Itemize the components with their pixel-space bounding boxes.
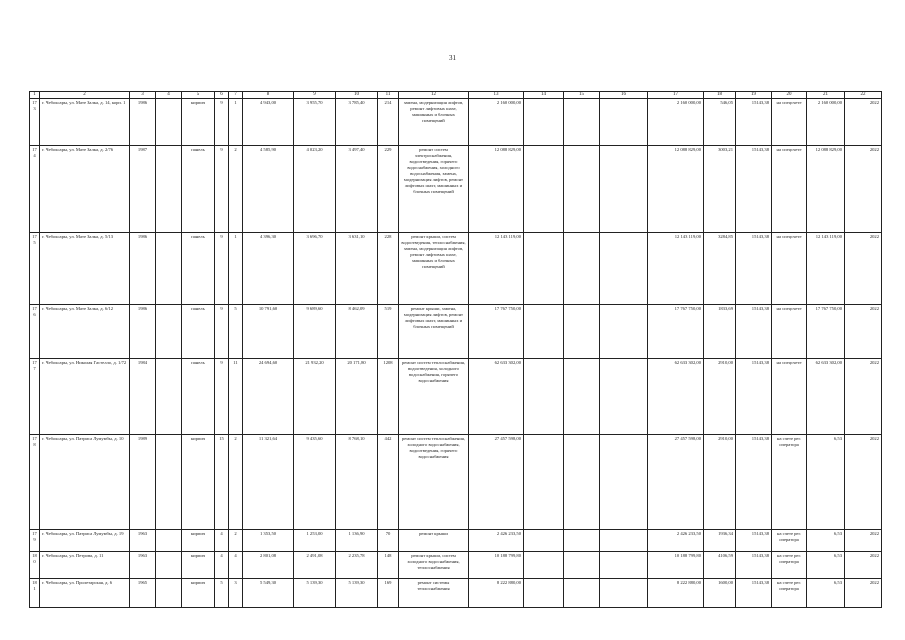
completion-year-cell: 2022 [845,359,882,435]
empty-cell [156,146,182,233]
row-number: 173 [30,99,40,146]
works-cell: ремонт крыши [399,530,469,552]
residents-cell: 442 [378,435,399,530]
wall-material-cell: кирпич [182,435,215,530]
entrances-cell: 4 [229,552,243,579]
empty-cell [156,99,182,146]
limit-cost-cell: 15143,38 [736,99,772,146]
total-area-cell: 4 585,90 [243,146,294,233]
floors-cell: 9 [215,99,229,146]
column-number-2: 2 [40,92,130,99]
row-number: 174 [30,146,40,233]
empty-cell [524,305,564,359]
owners-cost-cell: 12 088 829,00 [648,146,704,233]
empty-cell [600,530,648,552]
total-area-cell: 4 396,30 [243,233,294,305]
total-cost-cell: 2 160 000,00 [469,99,524,146]
year-built-cell: 1963 [130,552,156,579]
empty-cell [600,359,648,435]
empty-cell [600,552,648,579]
floors-cell: 15 [215,435,229,530]
residential-area-cell: 3 785,40 [336,99,378,146]
table-row [30,233,882,305]
year-built-cell: 1984 [130,359,156,435]
wall-material-cell: кирпич [182,579,215,608]
wall-material-cell: кирпич [182,552,215,579]
limit-cost-cell: 15143,38 [736,146,772,233]
entrances-cell: 11 [229,359,243,435]
residents-cell: 214 [378,99,399,146]
column-number-13: 13 [469,92,524,99]
owners-cost-cell: 17 767 750,00 [648,305,704,359]
residential-area-cell: 2 235,78 [336,552,378,579]
column-number-15: 15 [564,92,600,99]
empty-cell [564,579,600,608]
unit-cost-cell: 2910,00 [704,435,736,530]
residents-cell: 228 [378,233,399,305]
area-cell: 2 491,08 [294,552,336,579]
column-number-3: 3 [130,92,156,99]
empty-cell [524,99,564,146]
floors-cell: 4 [215,552,229,579]
total-cost-cell: 62 633 302,00 [469,359,524,435]
row-number: 179 [30,530,40,552]
address-cell: г. Чебоксары, ул. Мате Залка, д. 5/13 [40,233,130,305]
wall-material-cell: панель [182,146,215,233]
floors-cell: 9 [215,233,229,305]
empty-cell [156,579,182,608]
total-area-cell: 5 549,30 [243,579,294,608]
wall-material-cell: панель [182,233,215,305]
wall-material-cell: панель [182,305,215,359]
empty-cell [564,233,600,305]
fund-amount-cell: 6,53 [807,530,845,552]
completion-year-cell: 2022 [845,146,882,233]
entrances-cell: 1 [229,99,243,146]
completion-year-cell: 2022 [845,552,882,579]
table-row [30,552,882,579]
residents-cell: 229 [378,146,399,233]
column-number-19: 19 [736,92,772,99]
owners-cost-cell: 62 633 302,00 [648,359,704,435]
fund-method-cell: на спецсчете [772,146,807,233]
address-cell: г. Чебоксары, ул. Мате Залка, д. 14, корп. 1 [40,99,130,146]
residents-cell: 148 [378,552,399,579]
fund-amount-cell: 6,53 [807,579,845,608]
works-cell: ремонт систем теплоснабжения, водоотведения, холодного водоснабжения, горячего водоснабжения [399,359,469,435]
empty-cell [564,552,600,579]
column-number-8: 8 [243,92,294,99]
column-number-16: 16 [600,92,648,99]
residents-cell: 1208 [378,359,399,435]
empty-cell [524,435,564,530]
limit-cost-cell: 15143,38 [736,435,772,530]
address-cell: г. Чебоксары, ул. Петрова, д. 11 [40,552,130,579]
total-cost-cell: 17 767 750,00 [469,305,524,359]
empty-cell [564,146,600,233]
empty-cell [600,233,648,305]
unit-cost-cell: 1833,69 [704,305,736,359]
completion-year-cell: 2022 [845,305,882,359]
row-number: 178 [30,435,40,530]
wall-material-cell: кирпич [182,530,215,552]
empty-cell [524,530,564,552]
capital-repair-table [29,91,882,608]
residential-area-cell: 3 497,40 [336,146,378,233]
residential-area-cell: 3 631,10 [336,233,378,305]
total-area-cell: 11 321,64 [243,435,294,530]
empty-cell [564,305,600,359]
limit-cost-cell: 15143,38 [736,233,772,305]
completion-year-cell: 2022 [845,99,882,146]
total-area-cell: 2 801,08 [243,552,294,579]
residential-area-cell: 8 768,10 [336,435,378,530]
year-built-cell: 1986 [130,305,156,359]
fund-amount-cell: 6,53 [807,435,845,530]
area-cell: 5 139,30 [294,579,336,608]
year-built-cell: 1963 [130,530,156,552]
works-cell: ремонт систем электроснабжения, водоотведения, горячего водоснабжения, холодного водоснабжения, замена, модернизация лифтов, ремонт лифтовых шахт, машинных и блочных помещений [399,146,469,233]
area-cell: 21 932,20 [294,359,336,435]
row-number: 180 [30,552,40,579]
residents-cell: 169 [378,579,399,608]
empty-cell [600,579,648,608]
residential-area-cell: 20 171,80 [336,359,378,435]
empty-cell [156,530,182,552]
unit-cost-cell: 2910,00 [704,359,736,435]
empty-cell [156,233,182,305]
floors-cell: 4 [215,530,229,552]
table-row [30,305,882,359]
fund-amount-cell: 6,53 [807,552,845,579]
wall-material-cell: кирпич [182,99,215,146]
area-cell: 9 435,60 [294,435,336,530]
row-number: 177 [30,359,40,435]
table-row [30,435,882,530]
residential-area-cell: 8 462,09 [336,305,378,359]
empty-cell [156,305,182,359]
total-area-cell: 10 791,60 [243,305,294,359]
column-number-17: 17 [648,92,704,99]
total-cost-cell: 10 188 799,80 [469,552,524,579]
fund-amount-cell: 2 160 000,00 [807,99,845,146]
unit-cost-cell: 1936,34 [704,530,736,552]
empty-cell [524,146,564,233]
area-cell: 4 023,20 [294,146,336,233]
entrances-cell: 5 [229,305,243,359]
total-cost-cell: 27 457 598,00 [469,435,524,530]
floors-cell: 9 [215,146,229,233]
area-cell: 9 689,60 [294,305,336,359]
entrances-cell: 1 [229,233,243,305]
entrances-cell: 3 [229,579,243,608]
area-cell: 3 955,70 [294,99,336,146]
entrances-cell: 2 [229,435,243,530]
works-cell: ремонт крыши, систем водоотведения, теплоснабжения, замена, модернизация лифтов, ремонт лифтовых шахт, машинных и блочных помещений [399,233,469,305]
limit-cost-cell: 15143,38 [736,579,772,608]
column-number-11: 11 [378,92,399,99]
residents-cell: 70 [378,530,399,552]
empty-cell [600,146,648,233]
limit-cost-cell: 15143,38 [736,305,772,359]
total-area-cell: 1 353,50 [243,530,294,552]
owners-cost-cell: 8 222 880,00 [648,579,704,608]
empty-cell [564,530,600,552]
address-cell: г. Чебоксары, ул. Патриса Лумумбы, д. 19 [40,530,130,552]
fund-method-cell: на спецсчете [772,99,807,146]
column-number-14: 14 [524,92,564,99]
column-number-10: 10 [336,92,378,99]
owners-cost-cell: 27 457 598,00 [648,435,704,530]
fund-method-cell: на счете рег. оператора [772,579,807,608]
column-number-18: 18 [704,92,736,99]
total-cost-cell: 12 143 119,00 [469,233,524,305]
floors-cell: 5 [215,579,229,608]
empty-cell [524,552,564,579]
total-cost-cell: 12 088 829,00 [469,146,524,233]
year-built-cell: 1987 [130,146,156,233]
table-row [30,146,882,233]
total-area-cell: 24 694,60 [243,359,294,435]
table-row [30,579,882,608]
address-cell: г. Чебоксары, ул. Пролетарская, д. 6 [40,579,130,608]
empty-cell [156,552,182,579]
works-cell: ремонт крыши, замена, модернизация лифтов, ремонт лифтовых шахт, машинных и блочных помещений [399,305,469,359]
table-row [30,99,882,146]
residential-area-cell: 1 136,90 [336,530,378,552]
fund-method-cell: на спецсчете [772,359,807,435]
fund-method-cell: на счете рег. оператора [772,435,807,530]
empty-cell [524,359,564,435]
limit-cost-cell: 15143,38 [736,552,772,579]
address-cell: г. Чебоксары, ул. Николая Гастелло, д. 1/72 [40,359,130,435]
total-cost-cell: 2 426 233,50 [469,530,524,552]
empty-cell [524,233,564,305]
works-cell: замена, модернизация лифтов, ремонт лифтовых шахт, машинных и блочных помещений [399,99,469,146]
fund-amount-cell: 12 088 829,00 [807,146,845,233]
owners-cost-cell: 12 143 119,00 [648,233,704,305]
total-cost-cell: 8 222 880,00 [469,579,524,608]
works-cell: ремонт системы теплоснабжения [399,579,469,608]
fund-method-cell: на спецсчете [772,305,807,359]
floors-cell: 9 [215,305,229,359]
residential-area-cell: 5 139,30 [336,579,378,608]
empty-cell [564,359,600,435]
column-number-22: 22 [845,92,882,99]
table-body [30,92,882,608]
address-cell: г. Чебоксары, ул. Мате Залка, д. 2/76 [40,146,130,233]
address-cell: г. Чебоксары, ул. Мате Залка, д. 6/12 [40,305,130,359]
empty-cell [600,99,648,146]
column-number-5: 5 [182,92,215,99]
column-number-21: 21 [807,92,845,99]
fund-amount-cell: 12 143 119,00 [807,233,845,305]
year-built-cell: 1986 [130,99,156,146]
year-built-cell: 1986 [130,233,156,305]
fund-method-cell: на спецсчете [772,233,807,305]
page-number: 31 [449,54,456,62]
fund-method-cell: на счете рег. оператора [772,552,807,579]
completion-year-cell: 2022 [845,579,882,608]
owners-cost-cell: 2 426 233,50 [648,530,704,552]
fund-method-cell: на счете рег. оператора [772,530,807,552]
works-cell: ремонт крыши, систем холодного водоснабжения, теплоснабжения [399,552,469,579]
works-cell: ремонт систем теплоснабжения, холодного водоснабжения, водоотведения, горячего водоснабжения [399,435,469,530]
column-number-20: 20 [772,92,807,99]
owners-cost-cell: 2 160 000,00 [648,99,704,146]
row-number: 176 [30,305,40,359]
wall-material-cell: панель [182,359,215,435]
completion-year-cell: 2022 [845,233,882,305]
column-number-row [30,92,882,99]
year-built-cell: 1965 [130,579,156,608]
empty-cell [564,99,600,146]
completion-year-cell: 2022 [845,435,882,530]
empty-cell [564,435,600,530]
area-cell: 3 696,70 [294,233,336,305]
limit-cost-cell: 15143,38 [736,530,772,552]
column-number-6: 6 [215,92,229,99]
entrances-cell: 2 [229,146,243,233]
total-area-cell: 4 943,00 [243,99,294,146]
entrances-cell: 2 [229,530,243,552]
table-row [30,359,882,435]
residents-cell: 519 [378,305,399,359]
row-number: 175 [30,233,40,305]
column-number-7: 7 [229,92,243,99]
unit-cost-cell: 3003,21 [704,146,736,233]
column-number-4: 4 [156,92,182,99]
column-number-9: 9 [294,92,336,99]
completion-year-cell: 2022 [845,530,882,552]
column-number-12: 12 [399,92,469,99]
empty-cell [600,435,648,530]
table-row [30,530,882,552]
unit-cost-cell: 546,05 [704,99,736,146]
empty-cell [156,435,182,530]
limit-cost-cell: 15143,38 [736,359,772,435]
empty-cell [524,579,564,608]
year-built-cell: 1989 [130,435,156,530]
row-number: 181 [30,579,40,608]
floors-cell: 9 [215,359,229,435]
unit-cost-cell: 3284,85 [704,233,736,305]
area-cell: 1 253,00 [294,530,336,552]
fund-amount-cell: 17 767 750,00 [807,305,845,359]
address-cell: г. Чебоксары, ул. Патриса Лумумбы, д. 10 [40,435,130,530]
unit-cost-cell: 4106,59 [704,552,736,579]
empty-cell [156,359,182,435]
unit-cost-cell: 1600,00 [704,579,736,608]
column-number-1: 1 [30,92,40,99]
empty-cell [600,305,648,359]
fund-amount-cell: 62 633 302,00 [807,359,845,435]
owners-cost-cell: 10 188 799,80 [648,552,704,579]
